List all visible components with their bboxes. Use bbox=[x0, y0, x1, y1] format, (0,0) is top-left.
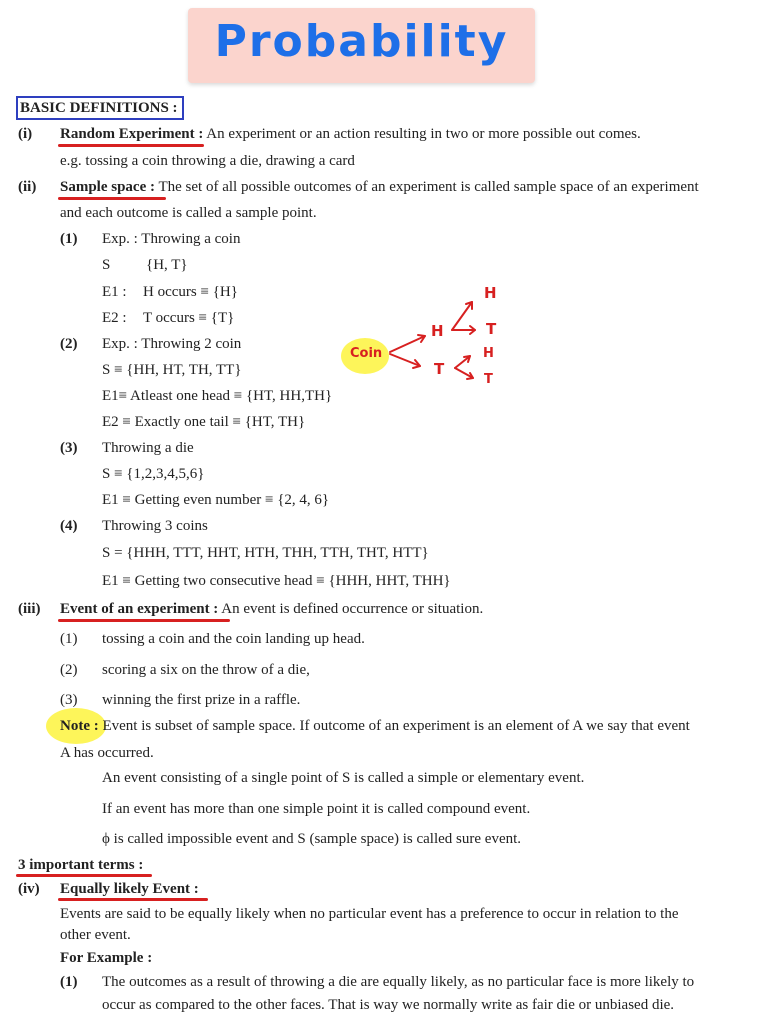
event-item-text: scoring a six on the throw of a die, bbox=[102, 662, 310, 678]
note-text: Event is subset of sample space. If outcome of an experiment is an element of A we say that event bbox=[98, 718, 690, 734]
example-1-number: (1) bbox=[60, 231, 78, 247]
def-iii-underline bbox=[58, 619, 230, 622]
example-4-line: S = {HHH, TTT, HHT, HTH, THH, TTH, THT, HTT} bbox=[102, 545, 429, 561]
def-i-term: Random Experiment : bbox=[60, 126, 204, 142]
title-banner bbox=[188, 8, 535, 83]
example-3-line: S ≡ {1,2,3,4,5,6} bbox=[102, 466, 205, 482]
equally-example-text: The outcomes as a result of throwing a die are equally likely, as no particular face is more likely to bbox=[102, 974, 695, 990]
tree-h3: H bbox=[483, 346, 494, 361]
example-2-line: S ≡ {HH, HT, TH, TT} bbox=[102, 362, 242, 378]
note-line bbox=[60, 717, 690, 735]
tree-h1: H bbox=[484, 284, 497, 302]
for-example-label: For Example : bbox=[60, 950, 153, 966]
example-1-line: H occurs ≡ {H} bbox=[143, 284, 238, 300]
equally-text: Events are said to be equally likely when no particular event has a preference to occur in relation to the bbox=[60, 906, 679, 922]
def-i-number: (i) bbox=[18, 126, 33, 142]
note-line3: An event consisting of a single point of S is called a simple or elementary event. bbox=[102, 770, 585, 786]
example-2-line: Exp. : Throwing 2 coin bbox=[102, 336, 242, 352]
note-label: Note : bbox=[60, 718, 99, 734]
event-item-number: (1) bbox=[60, 631, 78, 647]
example-3-line: Throwing a die bbox=[102, 440, 194, 456]
def-iv-number: (iv) bbox=[18, 881, 40, 897]
def-ii-underline bbox=[58, 197, 166, 200]
tree-h2: H bbox=[431, 322, 444, 340]
def-ii-term: Sample space : bbox=[60, 179, 155, 195]
def-iii-text: An event is defined occurrence or situation. bbox=[218, 601, 484, 617]
example-2-line: E1≡ Atleast one head ≡ {HT, HH,TH} bbox=[102, 388, 333, 404]
equally-example-number: (1) bbox=[60, 974, 78, 990]
example-1-line: S bbox=[102, 257, 111, 273]
tree-t3: T bbox=[484, 372, 493, 387]
basic-definitions-heading: BASIC DEFINITIONS : bbox=[20, 100, 178, 116]
example-3-number: (3) bbox=[60, 440, 78, 456]
event-item-number: (3) bbox=[60, 692, 78, 708]
tree-t1: T bbox=[486, 320, 497, 338]
def-i-line bbox=[60, 125, 641, 143]
event-item-text: winning the first prize in a raffle. bbox=[102, 692, 301, 708]
note-line4: If an event has more than one simple point it is called compound event. bbox=[102, 801, 531, 817]
example-1-line: {H, T} bbox=[146, 257, 188, 273]
note-line5: ϕ is called impossible event and S (sample space) is called sure event. bbox=[102, 831, 522, 847]
example-1-line: E1 : bbox=[102, 284, 127, 300]
example-1-line: E2 : bbox=[102, 310, 127, 326]
example-2-line: E2 ≡ Exactly one tail ≡ {HT, TH} bbox=[102, 414, 306, 430]
tree-t2: T bbox=[434, 360, 445, 378]
equally-text2: other event. bbox=[60, 927, 131, 943]
def-iv-underline bbox=[58, 898, 208, 901]
def-i-example: e.g. tossing a coin throwing a die, drawing a card bbox=[60, 153, 355, 169]
def-i-underline bbox=[58, 144, 204, 147]
def-i-text: An experiment or an action resulting in two or more possible out comes. bbox=[203, 126, 641, 142]
page-title: Probability bbox=[214, 16, 509, 67]
event-item-text: tossing a coin and the coin landing up head. bbox=[102, 631, 365, 647]
def-iii-number: (iii) bbox=[18, 601, 41, 617]
event-item-number: (2) bbox=[60, 662, 78, 678]
note-text2: A has occurred. bbox=[60, 745, 154, 761]
example-3-line: E1 ≡ Getting even number ≡ {2, 4, 6} bbox=[102, 492, 330, 508]
coin-label: Coin bbox=[350, 346, 383, 361]
def-ii-text: The set of all possible outcomes of an experiment is called sample space of an experiment bbox=[155, 179, 699, 195]
def-iv-term: Equally likely Event : bbox=[60, 881, 199, 897]
example-1-line: Exp. : Throwing a coin bbox=[102, 231, 241, 247]
def-ii-line bbox=[60, 178, 699, 196]
def-ii-text2: and each outcome is called a sample point. bbox=[60, 205, 317, 221]
important-terms-heading: 3 important terms : bbox=[18, 857, 144, 873]
important-underline bbox=[16, 874, 152, 877]
def-iii-line bbox=[60, 600, 483, 618]
example-2-number: (2) bbox=[60, 336, 78, 352]
equally-example-text2: occur as compared to the other faces. That is way we normally write as fair die or unbiased die. bbox=[102, 997, 675, 1013]
def-ii-number: (ii) bbox=[18, 179, 37, 195]
example-1-line: T occurs ≡ {T} bbox=[143, 310, 235, 326]
def-iii-term: Event of an experiment : bbox=[60, 601, 219, 617]
example-4-line: E1 ≡ Getting two consecutive head ≡ {HHH, HHT, THH} bbox=[102, 573, 451, 589]
example-4-line: Throwing 3 coins bbox=[102, 518, 208, 534]
example-4-number: (4) bbox=[60, 518, 78, 534]
